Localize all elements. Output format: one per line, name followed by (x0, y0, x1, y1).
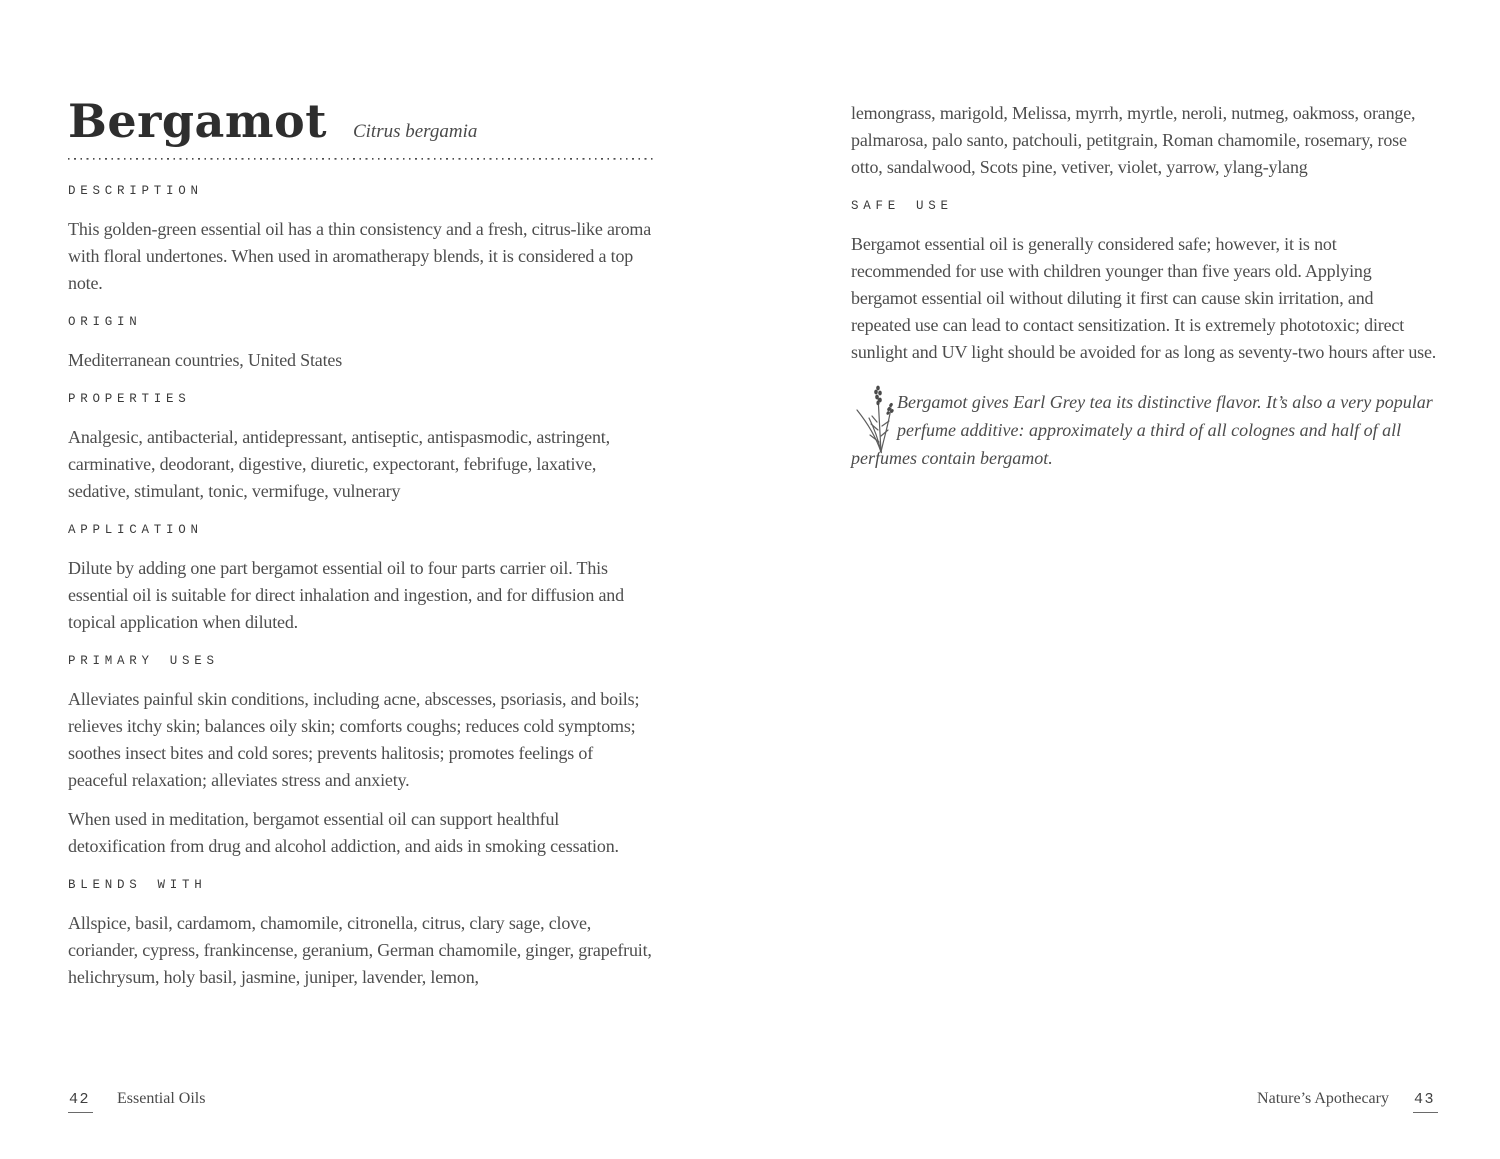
section-heading: SAFE USE (851, 199, 953, 213)
section-heading: ORIGIN (68, 315, 142, 329)
right-page-footer (1257, 1090, 1438, 1113)
title-block (68, 94, 654, 148)
tip-note-text: Bergamot gives Earl Grey tea its distinctive flavor. It’s also a very popular perfume additive: approximately a third of all colognes and half of all perfumes contain bergamot. (851, 392, 1433, 468)
section-heading: PRIMARY USES (68, 654, 219, 668)
section-safe-use (851, 199, 1437, 366)
section-paragraph: This golden-green essential oil has a thin consistency and a fresh, citrus-like aroma with floral undertones. When used in aromatherapy blends, it is considered a top note. (68, 219, 652, 293)
section-paragraph: Analgesic, antibacterial, antidepressant, antiseptic, antispasmodic, astringent, carminative, deodorant, digestive, diuretic, expectorant, febrifuge, laxative, sedative, stimulant, tonic, vermifuge, vulnerary (68, 427, 610, 501)
left-footer-label: Essential Oils (117, 1090, 206, 1107)
left-page (68, 94, 654, 991)
tip-note (851, 388, 1437, 472)
section-application (68, 523, 654, 636)
blends-with-continuation: lemongrass, marigold, Melissa, myrrh, myrtle, neroli, nutmeg, oakmoss, orange, palmarosa, palo santo, patchouli, petitgrain, Roman chamomile, rosemary, rose otto, sandalwood, Scots pine, vetiver, violet, yarrow, ylang-ylang (851, 103, 1416, 177)
section-primary-uses (68, 654, 654, 860)
left-page-number: 42 (68, 1091, 93, 1113)
section-properties (68, 392, 654, 505)
botanical-name: Citrus bergamia (352, 121, 478, 142)
section-heading: DESCRIPTION (68, 184, 203, 198)
section-paragraph: Mediterranean countries, United States (68, 350, 343, 370)
page-title: Bergamot (68, 94, 327, 148)
section-description (68, 184, 654, 297)
left-page-footer (68, 1090, 205, 1113)
section-paragraph: Bergamot essential oil is generally considered safe; however, it is not recommended for use with children younger than five years old. Applying bergamot essential oil without diluting it first can cause skin irritation, and repeated use can lead to contact sensitization. It is extremely phototoxic; direct sunlight and UV light should be avoided for as long as seventy-two hours after use. (851, 234, 1437, 362)
section-blends-with (68, 878, 654, 991)
lavender-sprig-icon (851, 388, 897, 440)
section-paragraph: Alleviates painful skin conditions, including acne, abscesses, psoriasis, and boils; relieves itchy skin; balances oily skin; comforts coughs; reduces cold symptoms; soothes insect bites and cold sores; prevents halitosis; promotes feelings of peaceful relaxation; alleviates stress and anxiety. (68, 689, 640, 790)
section-heading: PROPERTIES (68, 392, 191, 406)
dotted-divider (68, 158, 654, 160)
section-paragraph: Allspice, basil, cardamom, chamomile, citronella, citrus, clary sage, clove, coriander, cypress, frankincense, geranium, German chamomile, ginger, grapefruit, helichrysum, holy basil, jasmine, juniper, lavender, lemon, (68, 913, 652, 987)
section-paragraph: Dilute by adding one part bergamot essential oil to four parts carrier oil. This essential oil is suitable for direct inhalation and ingestion, and for diffusion and topical application when diluted. (68, 558, 624, 632)
section-paragraph: When used in meditation, bergamot essential oil can support healthful detoxification from drug and alcohol addiction, and aids in smoking cessation. (68, 809, 619, 856)
section-origin (68, 315, 654, 374)
right-page-number: 43 (1413, 1091, 1438, 1113)
section-heading: APPLICATION (68, 523, 203, 537)
section-heading: BLENDS WITH (68, 878, 207, 892)
right-page (851, 100, 1437, 472)
right-footer-label: Nature’s Apothecary (1257, 1090, 1389, 1107)
